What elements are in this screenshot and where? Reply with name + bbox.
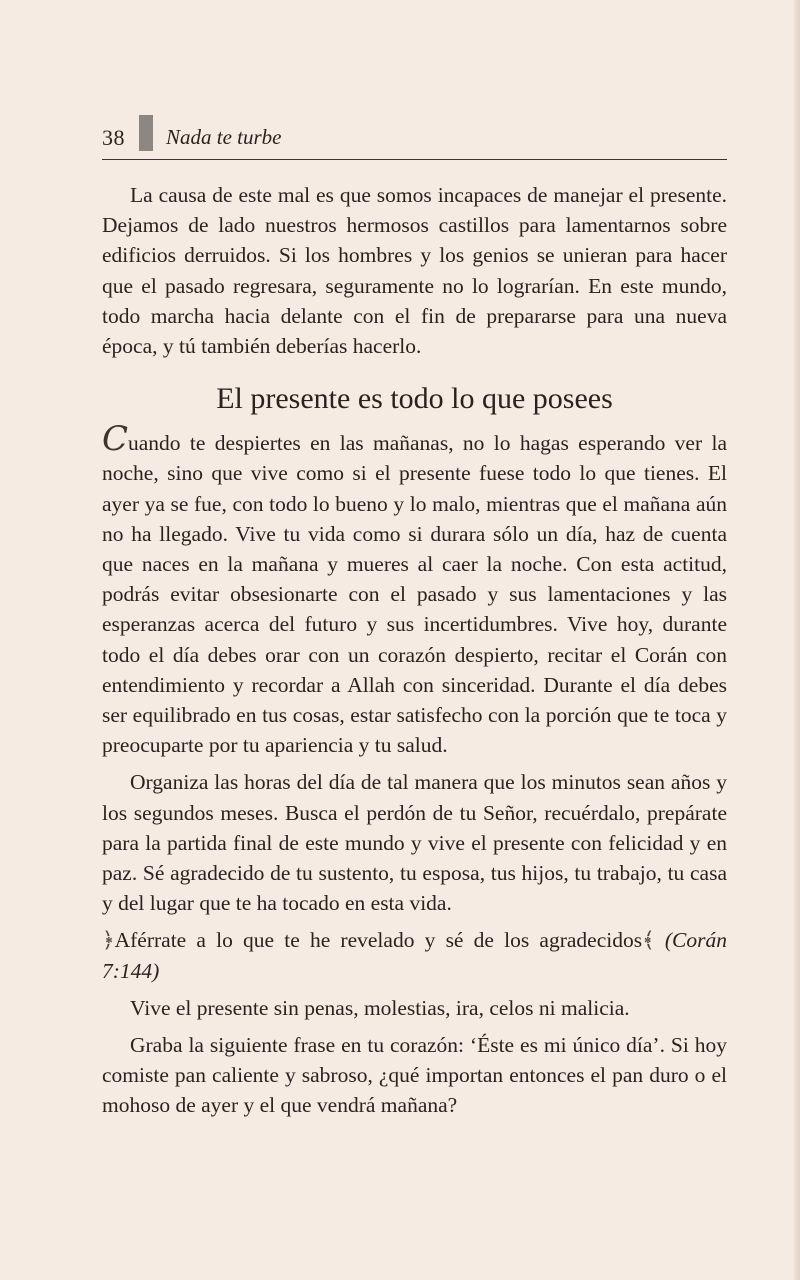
quote-citation: (Corán 7:144) — [102, 928, 728, 983]
paragraph-2 — [102, 419, 727, 760]
paragraph-3: Organiza las horas del día de tal manera que los minutos sean años y los segundos meses. Busca el perdón de tu Señor, recuérdalo, prepárate para la partida final de este mundo y vive el presente con felicidad y en paz. Sé agradecido de tu sustento, tu esposa, tus hijos, tu trabajo, tu casa y del lugar que te ha tocado en esta vida. — [102, 770, 727, 916]
page-edge — [794, 0, 800, 1280]
quote-open-ornament: ﴿ — [102, 928, 115, 953]
page-number: 38 — [102, 125, 125, 150]
book-title: Nada te turbe — [166, 125, 282, 149]
quote-text: Aférrate a lo que te he revelado y sé de los agradecidos — [114, 928, 643, 953]
paragraph-5: Graba la siguiente frase en tu corazón: ‘Éste es mi único día’. Si hoy comiste pan caliente y sabroso, ¿qué importan entonces el pan duro o el mohoso de ayer y el que vendrá mañana? — [102, 1033, 727, 1118]
header-divider-bar — [139, 115, 153, 151]
paragraph-2-text: uando te despiertes en las mañanas, no lo hagas esperando ver la noche, sino que vive como si el presente fuese todo lo que tienes. El ayer ya se fue, con todo lo bueno y lo malo, mientras que el mañana aún no ha llegado. Vive tu vida como si durara sólo un día, haz de cuenta que naces en la mañana y mueres al caer la noche. Con esta actitud, podrás evitar obsesionarte con el pasado y sus lamentaciones y las esperanzas acerca del futuro y sus incertidumbres. Vive hoy, durante todo el día debes orar con un corazón despierto, recitar el Corán con entendimiento y recordar a Allah con sinceridad. Durante el día debes ser equilibrado en tus cosas, estar satisfecho con la porción que te toca y preocuparte por tu apariencia y tu salud. — [102, 431, 727, 758]
quran-quote — [102, 925, 727, 985]
section-title: El presente es todo lo que posees — [216, 382, 613, 416]
running-header — [102, 115, 727, 160]
paragraph-4: Vive el presente sin penas, molestias, ira, celos ni malicia. — [130, 995, 630, 1020]
page-body — [102, 180, 727, 1121]
drop-cap: C — [102, 419, 129, 460]
paragraph-1: La causa de este mal es que somos incapaces de manejar el presente. Dejamos de lado nuestros hermosos castillos para lamentarnos sobre edificios derruidos. Si los hombres y los genios se unieran para hacer que el pasado regresara, seguramente no lo lograrían. En este mundo, todo marcha hacia delante con el fin de prepararse para una nueva época, y tú también deberías hacerlo. — [102, 183, 727, 359]
quote-close-ornament: ﴾ — [642, 928, 655, 953]
